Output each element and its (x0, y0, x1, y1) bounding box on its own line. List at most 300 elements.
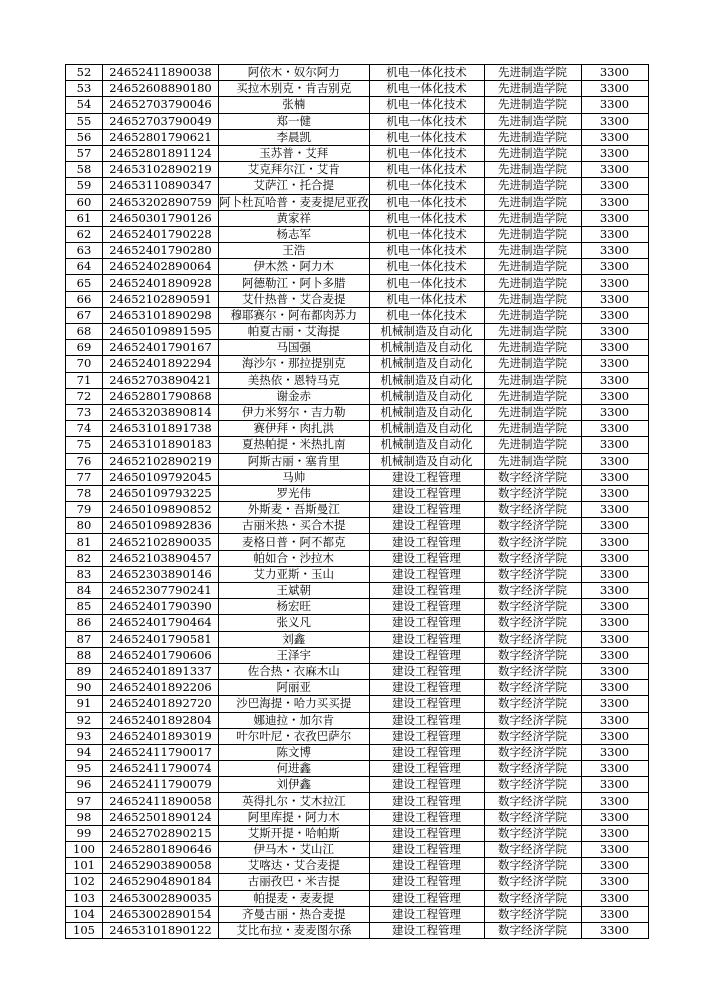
student-name-cell: 阿依木・奴尔阿力 (219, 65, 370, 81)
row-number-cell: 77 (66, 469, 103, 485)
college-cell: 先进制造学院 (484, 275, 581, 291)
major-cell: 建设工程管理 (369, 696, 484, 712)
major-cell: 机电一体化技术 (369, 243, 484, 259)
table-row (66, 566, 649, 582)
major-cell: 建设工程管理 (369, 469, 484, 485)
amount-cell: 3300 (581, 210, 648, 226)
student-id-cell: 24652608890180 (103, 81, 219, 97)
major-cell: 机电一体化技术 (369, 307, 484, 323)
student-id-cell: 24652501890124 (103, 809, 219, 825)
table-row (66, 663, 649, 679)
table-row (66, 145, 649, 161)
student-name-cell: 阿卜杜瓦哈普・麦麦提尼亚孜 (219, 194, 369, 209)
student-id-cell: 24653101890298 (103, 307, 219, 323)
amount-cell: 3300 (581, 243, 648, 259)
college-cell: 数字经济学院 (484, 744, 581, 760)
table-row (66, 502, 649, 518)
student-id-cell: 24652401790280 (103, 243, 219, 259)
table-row (66, 324, 649, 340)
student-id-cell: 24652411790017 (103, 744, 219, 760)
amount-cell: 3300 (581, 534, 648, 550)
table-row (66, 825, 649, 841)
row-number-cell: 59 (66, 178, 103, 194)
amount-cell: 3300 (581, 469, 648, 485)
amount-cell: 3300 (581, 340, 648, 356)
college-cell: 数字经济学院 (484, 777, 581, 793)
table-row (66, 65, 649, 81)
table-row (66, 259, 649, 275)
amount-cell: 3300 (581, 663, 648, 679)
college-cell: 数字经济学院 (484, 728, 581, 744)
student-id-cell: 24652303890146 (103, 566, 219, 582)
major-cell: 建设工程管理 (369, 744, 484, 760)
student-id-cell: 24653203890814 (103, 404, 219, 420)
student-name-cell: 伊马木・艾山江 (219, 842, 370, 858)
student-id-cell: 24652801790868 (103, 388, 219, 404)
student-id-cell: 24652702890215 (103, 825, 219, 841)
major-cell: 建设工程管理 (369, 485, 484, 501)
student-name-cell: 娜迪拉・加尔肯 (219, 712, 370, 728)
major-cell: 建设工程管理 (369, 583, 484, 599)
college-cell: 先进制造学院 (484, 259, 581, 275)
student-id-cell: 24652703890421 (103, 372, 219, 388)
row-number-cell: 62 (66, 226, 103, 242)
row-number-cell: 61 (66, 210, 103, 226)
amount-cell: 3300 (581, 129, 648, 145)
student-name-cell: 艾克拜尔江・艾肯 (219, 162, 370, 178)
college-cell: 数字经济学院 (484, 615, 581, 631)
amount-cell: 3300 (581, 874, 648, 890)
major-cell: 建设工程管理 (369, 874, 484, 890)
major-cell: 机电一体化技术 (369, 210, 484, 226)
amount-cell: 3300 (581, 518, 648, 534)
amount-cell: 3300 (581, 113, 648, 129)
table-row (66, 162, 649, 178)
table-row (66, 647, 649, 663)
college-cell: 先进制造学院 (484, 340, 581, 356)
row-number-cell: 105 (66, 922, 103, 938)
row-number-cell: 92 (66, 712, 103, 728)
student-id-cell: 24652402890064 (103, 259, 219, 275)
student-id-cell: 24653102890219 (103, 162, 219, 178)
amount-cell: 3300 (581, 777, 648, 793)
amount-cell: 3300 (581, 356, 648, 372)
table-row (66, 275, 649, 291)
table-row (66, 485, 649, 501)
student-name-cell: 伊力米努尔・吉力勒 (219, 404, 370, 420)
data-table (65, 64, 649, 939)
table-row (66, 744, 649, 760)
major-cell: 建设工程管理 (369, 777, 484, 793)
row-number-cell: 64 (66, 259, 103, 275)
student-id-cell: 24652401892294 (103, 356, 219, 372)
student-name-cell: 马国强 (219, 340, 370, 356)
amount-cell: 3300 (581, 842, 648, 858)
student-id-cell: 24652411790074 (103, 761, 219, 777)
student-name-cell: 何进鑫 (219, 761, 370, 777)
row-number-cell: 85 (66, 599, 103, 615)
college-cell: 数字经济学院 (484, 502, 581, 518)
college-cell: 先进制造学院 (484, 226, 581, 242)
college-cell: 先进制造学院 (484, 81, 581, 97)
student-name-cell: 夏热帕提・米热扎南 (219, 437, 370, 453)
amount-cell: 3300 (581, 550, 648, 566)
major-cell: 机械制造及自动化 (369, 356, 484, 372)
table-row (66, 243, 649, 259)
student-id-cell: 24652703790046 (103, 97, 219, 113)
college-cell: 数字经济学院 (484, 712, 581, 728)
student-id-cell: 24653101890183 (103, 437, 219, 453)
table-row (66, 421, 649, 437)
student-name-cell: 赛伊拜・肉扎洪 (219, 421, 370, 437)
amount-cell: 3300 (581, 744, 648, 760)
row-number-cell: 102 (66, 874, 103, 890)
student-id-cell: 24653202890759 (103, 194, 219, 210)
table-row (66, 906, 649, 922)
table-row (66, 210, 649, 226)
table-body (66, 65, 649, 939)
major-cell: 机械制造及自动化 (369, 388, 484, 404)
student-id-cell: 24652103890457 (103, 550, 219, 566)
table-row (66, 340, 649, 356)
student-id-cell: 24652102890219 (103, 453, 219, 469)
student-id-cell: 24650109891595 (103, 324, 219, 340)
amount-cell: 3300 (581, 906, 648, 922)
row-number-cell: 60 (66, 194, 103, 210)
college-cell: 先进制造学院 (484, 210, 581, 226)
college-cell: 数字经济学院 (484, 874, 581, 890)
college-cell: 数字经济学院 (484, 534, 581, 550)
student-name-cell: 沙巴海提・哈力买买提 (219, 696, 370, 712)
college-cell: 数字经济学院 (484, 647, 581, 663)
college-cell: 先进制造学院 (484, 162, 581, 178)
row-number-cell: 68 (66, 324, 103, 340)
table-row (66, 226, 649, 242)
student-name-cell: 外斯麦・吾斯曼江 (219, 502, 370, 518)
college-cell: 先进制造学院 (484, 243, 581, 259)
row-number-cell: 63 (66, 243, 103, 259)
student-id-cell: 24652102890591 (103, 291, 219, 307)
student-id-cell: 24652703790049 (103, 113, 219, 129)
major-cell: 建设工程管理 (369, 728, 484, 744)
major-cell: 建设工程管理 (369, 680, 484, 696)
row-number-cell: 67 (66, 307, 103, 323)
amount-cell: 3300 (581, 372, 648, 388)
table-row (66, 583, 649, 599)
major-cell: 机电一体化技术 (369, 226, 484, 242)
row-number-cell: 54 (66, 97, 103, 113)
college-cell: 先进制造学院 (484, 324, 581, 340)
college-cell: 数字经济学院 (484, 858, 581, 874)
row-number-cell: 71 (66, 372, 103, 388)
college-cell: 数字经济学院 (484, 842, 581, 858)
student-id-cell: 24650301790126 (103, 210, 219, 226)
row-number-cell: 100 (66, 842, 103, 858)
college-cell: 先进制造学院 (484, 404, 581, 420)
student-name-cell: 玉苏普・艾拜 (219, 145, 370, 161)
student-name-cell: 艾喀达・艾合麦提 (219, 858, 370, 874)
student-name-cell: 郑一健 (219, 113, 370, 129)
student-name-cell: 艾比布拉・麦麦图尔孫 (219, 922, 370, 938)
student-id-cell: 24652401892720 (103, 696, 219, 712)
student-name-cell: 叶尔叶尼・衣孜巴萨尔 (219, 728, 370, 744)
major-cell: 建设工程管理 (369, 599, 484, 615)
college-cell: 先进制造学院 (484, 129, 581, 145)
college-cell: 数字经济学院 (484, 890, 581, 906)
row-number-cell: 98 (66, 809, 103, 825)
college-cell: 先进制造学院 (484, 291, 581, 307)
table-row (66, 809, 649, 825)
table-row (66, 356, 649, 372)
table-row (66, 307, 649, 323)
amount-cell: 3300 (581, 825, 648, 841)
row-number-cell: 95 (66, 761, 103, 777)
row-number-cell: 55 (66, 113, 103, 129)
amount-cell: 3300 (581, 583, 648, 599)
student-name-cell: 李晨凯 (219, 129, 370, 145)
major-cell: 机电一体化技术 (369, 259, 484, 275)
college-cell: 先进制造学院 (484, 145, 581, 161)
major-cell: 建设工程管理 (369, 712, 484, 728)
student-id-cell: 24652801890646 (103, 842, 219, 858)
college-cell: 数字经济学院 (484, 550, 581, 566)
amount-cell: 3300 (581, 388, 648, 404)
row-number-cell: 74 (66, 421, 103, 437)
student-name-cell: 罗光伟 (219, 485, 370, 501)
amount-cell: 3300 (581, 162, 648, 178)
row-number-cell: 53 (66, 81, 103, 97)
college-cell: 数字经济学院 (484, 566, 581, 582)
student-name-cell: 张义凡 (219, 615, 370, 631)
table-row (66, 453, 649, 469)
college-cell: 先进制造学院 (484, 97, 581, 113)
row-number-cell: 66 (66, 291, 103, 307)
row-number-cell: 72 (66, 388, 103, 404)
student-id-cell: 24652411890038 (103, 65, 219, 81)
row-number-cell: 80 (66, 518, 103, 534)
student-name-cell: 艾萨江・托合提 (219, 178, 370, 194)
student-id-cell: 24652401891337 (103, 663, 219, 679)
row-number-cell: 65 (66, 275, 103, 291)
student-name-cell: 刘鑫 (219, 631, 370, 647)
table-row (66, 858, 649, 874)
amount-cell: 3300 (581, 178, 648, 194)
row-number-cell: 83 (66, 566, 103, 582)
amount-cell: 3300 (581, 647, 648, 663)
major-cell: 机电一体化技术 (369, 162, 484, 178)
college-cell: 数字经济学院 (484, 469, 581, 485)
amount-cell: 3300 (581, 615, 648, 631)
row-number-cell: 94 (66, 744, 103, 760)
college-cell: 数字经济学院 (484, 680, 581, 696)
amount-cell: 3300 (581, 453, 648, 469)
student-id-cell: 24650109890852 (103, 502, 219, 518)
row-number-cell: 101 (66, 858, 103, 874)
student-name-cell: 阿丽亚 (219, 680, 370, 696)
row-number-cell: 69 (66, 340, 103, 356)
row-number-cell: 88 (66, 647, 103, 663)
table-row (66, 777, 649, 793)
student-name-cell: 陈文博 (219, 744, 370, 760)
student-name-cell: 艾什热普・艾合麦提 (219, 291, 370, 307)
amount-cell: 3300 (581, 680, 648, 696)
amount-cell: 3300 (581, 81, 648, 97)
amount-cell: 3300 (581, 761, 648, 777)
table-row (66, 712, 649, 728)
amount-cell: 3300 (581, 502, 648, 518)
table-row (66, 631, 649, 647)
college-cell: 数字经济学院 (484, 485, 581, 501)
student-id-cell: 24652401892206 (103, 680, 219, 696)
row-number-cell: 104 (66, 906, 103, 922)
major-cell: 建设工程管理 (369, 809, 484, 825)
table-row (66, 728, 649, 744)
major-cell: 机电一体化技术 (369, 145, 484, 161)
amount-cell: 3300 (581, 65, 648, 81)
table-row (66, 437, 649, 453)
student-id-cell: 24652401790606 (103, 647, 219, 663)
amount-cell: 3300 (581, 194, 648, 210)
table-row (66, 842, 649, 858)
amount-cell: 3300 (581, 404, 648, 420)
college-cell: 数字经济学院 (484, 793, 581, 809)
student-id-cell: 24652401790167 (103, 340, 219, 356)
row-number-cell: 97 (66, 793, 103, 809)
student-id-cell: 24652411790079 (103, 777, 219, 793)
college-cell: 先进制造学院 (484, 178, 581, 194)
document-page (65, 64, 649, 939)
student-name-cell: 王斌朝 (219, 583, 370, 599)
table-row (66, 761, 649, 777)
student-name-cell: 阿里库提・阿力木 (219, 809, 370, 825)
student-name-cell: 艾斯开提・哈帕斯 (219, 825, 370, 841)
row-number-cell: 70 (66, 356, 103, 372)
student-id-cell: 24653101890122 (103, 922, 219, 938)
table-row (66, 372, 649, 388)
student-name-cell: 美热依・恩特马克 (219, 372, 370, 388)
student-id-cell: 24652401892804 (103, 712, 219, 728)
table-row (66, 550, 649, 566)
student-name-cell: 帕夏古丽・艾海提 (219, 324, 370, 340)
major-cell: 机械制造及自动化 (369, 437, 484, 453)
major-cell: 机电一体化技术 (369, 97, 484, 113)
college-cell: 先进制造学院 (484, 453, 581, 469)
major-cell: 建设工程管理 (369, 663, 484, 679)
major-cell: 机械制造及自动化 (369, 404, 484, 420)
college-cell: 先进制造学院 (484, 194, 581, 210)
student-name-cell: 王浩 (219, 243, 370, 259)
college-cell: 先进制造学院 (484, 356, 581, 372)
table-row (66, 291, 649, 307)
amount-cell: 3300 (581, 712, 648, 728)
table-row (66, 194, 649, 210)
student-name-cell: 买拉木别克・肯吉别克 (219, 81, 370, 97)
student-id-cell: 24650109892836 (103, 518, 219, 534)
student-id-cell: 24652401790228 (103, 226, 219, 242)
student-id-cell: 24653002890035 (103, 890, 219, 906)
major-cell: 建设工程管理 (369, 793, 484, 809)
amount-cell: 3300 (581, 97, 648, 113)
major-cell: 机电一体化技术 (369, 291, 484, 307)
college-cell: 数字经济学院 (484, 663, 581, 679)
college-cell: 数字经济学院 (484, 518, 581, 534)
student-name-cell: 谢金赤 (219, 388, 370, 404)
table-row (66, 890, 649, 906)
amount-cell: 3300 (581, 324, 648, 340)
student-id-cell: 24652904890184 (103, 874, 219, 890)
table-row (66, 81, 649, 97)
table-row (66, 388, 649, 404)
table-row (66, 113, 649, 129)
student-name-cell: 佐合热・衣麻木山 (219, 663, 370, 679)
college-cell: 数字经济学院 (484, 583, 581, 599)
major-cell: 机电一体化技术 (369, 81, 484, 97)
major-cell: 建设工程管理 (369, 906, 484, 922)
student-name-cell: 英得扎尔・艾木拉江 (219, 793, 370, 809)
table-row (66, 793, 649, 809)
student-id-cell: 24653002890154 (103, 906, 219, 922)
college-cell: 数字经济学院 (484, 906, 581, 922)
row-number-cell: 87 (66, 631, 103, 647)
table-row (66, 518, 649, 534)
major-cell: 建设工程管理 (369, 566, 484, 582)
row-number-cell: 81 (66, 534, 103, 550)
row-number-cell: 78 (66, 485, 103, 501)
major-cell: 建设工程管理 (369, 631, 484, 647)
amount-cell: 3300 (581, 226, 648, 242)
row-number-cell: 75 (66, 437, 103, 453)
table-row (66, 599, 649, 615)
college-cell: 先进制造学院 (484, 421, 581, 437)
amount-cell: 3300 (581, 858, 648, 874)
table-row (66, 534, 649, 550)
table-row (66, 97, 649, 113)
student-name-cell: 帕提麦・麦麦提 (219, 890, 370, 906)
student-name-cell: 杨志军 (219, 226, 370, 242)
student-name-cell: 海沙尔・那拉提别克 (219, 356, 370, 372)
major-cell: 机电一体化技术 (369, 275, 484, 291)
amount-cell: 3300 (581, 809, 648, 825)
major-cell: 建设工程管理 (369, 518, 484, 534)
table-row (66, 178, 649, 194)
college-cell: 先进制造学院 (484, 372, 581, 388)
row-number-cell: 58 (66, 162, 103, 178)
student-name-cell: 阿德勒江・阿卜多腊 (219, 275, 370, 291)
amount-cell: 3300 (581, 437, 648, 453)
college-cell: 先进制造学院 (484, 113, 581, 129)
college-cell: 先进制造学院 (484, 388, 581, 404)
amount-cell: 3300 (581, 275, 648, 291)
student-name-cell: 齐曼古丽・热合麦提 (219, 906, 370, 922)
amount-cell: 3300 (581, 696, 648, 712)
major-cell: 机电一体化技术 (369, 113, 484, 129)
major-cell: 机械制造及自动化 (369, 421, 484, 437)
student-id-cell: 24650109792045 (103, 469, 219, 485)
row-number-cell: 93 (66, 728, 103, 744)
major-cell: 建设工程管理 (369, 647, 484, 663)
student-name-cell: 张楠 (219, 97, 370, 113)
major-cell: 机电一体化技术 (369, 194, 484, 210)
row-number-cell: 52 (66, 65, 103, 81)
row-number-cell: 99 (66, 825, 103, 841)
student-id-cell: 24653101891738 (103, 421, 219, 437)
student-id-cell: 24653110890347 (103, 178, 219, 194)
major-cell: 建设工程管理 (369, 842, 484, 858)
student-name-cell: 艾力亚斯・玉山 (219, 566, 370, 582)
major-cell: 建设工程管理 (369, 825, 484, 841)
major-cell: 建设工程管理 (369, 615, 484, 631)
table-row (66, 404, 649, 420)
